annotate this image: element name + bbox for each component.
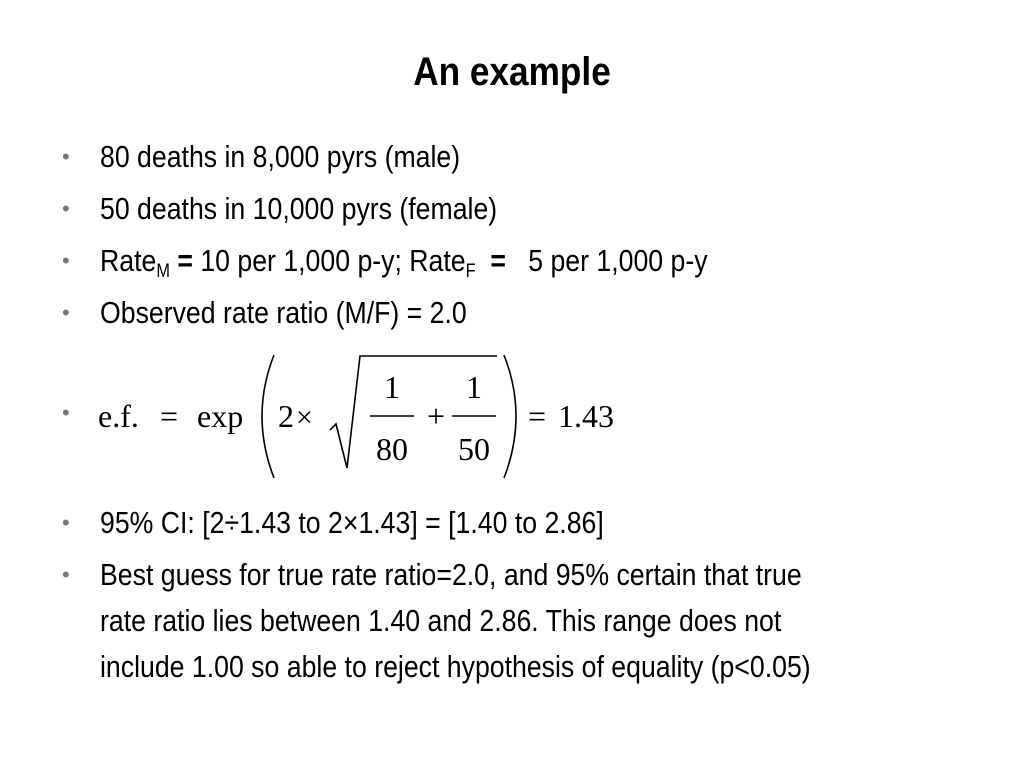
equals-sign: = — [169, 243, 201, 278]
formula-result-equals: = — [528, 398, 547, 434]
bullet-text-line-3: include 1.00 so able to reject hypothesis of equality (p<0.05) — [100, 649, 811, 684]
bullet-item-formula — [62, 350, 662, 485]
formula-result: 1.43 — [558, 398, 614, 434]
fraction-denominator-2: 50 — [458, 431, 490, 467]
bullet-text-line-1: Best guess for true rate ratio=2.0, and 95% certain that true — [100, 557, 802, 592]
bullet-dot-icon: • — [62, 562, 70, 587]
fraction-denominator-1: 80 — [376, 431, 408, 467]
bullet-text — [100, 552, 811, 690]
fraction-numerator-1: 1 — [384, 369, 400, 405]
bullet-text: 80 deaths in 8,000 pyrs (male) — [100, 139, 461, 174]
left-paren-icon — [262, 355, 274, 478]
bullet-text: 95% CI: [2÷1.43 to 2×1.43] = [1.40 to 2.86] — [100, 505, 604, 540]
bullet-dot-icon: • — [62, 510, 70, 535]
bullet-text: Observed rate ratio (M/F) = 2.0 — [100, 295, 467, 330]
formula-equals: = — [160, 398, 179, 434]
bullet-text-line-2: rate ratio lies between 1.40 and 2.86. This range does not — [100, 603, 782, 638]
formula-lhs: e.f. — [98, 398, 139, 434]
formula-plus: + — [427, 398, 446, 434]
rate-word-female: Rate — [409, 243, 466, 278]
rate-value-female: 5 per 1,000 p-y — [520, 243, 708, 278]
subscript-female: F — [465, 261, 476, 282]
rate-value-male: 10 per 1,000 p-y; — [200, 243, 410, 278]
bullet-dot-icon: • — [62, 196, 70, 221]
bullet-dot-icon: • — [62, 300, 70, 325]
bullet-text — [100, 238, 708, 284]
bullet-dot-icon: • — [62, 248, 70, 273]
formula-factor: 2 — [278, 398, 294, 434]
error-factor-formula — [62, 350, 662, 485]
fraction-numerator-2: 1 — [466, 369, 482, 405]
bullet-dot-icon: • — [62, 400, 70, 425]
formula-func: exp — [197, 398, 244, 434]
subscript-male: M — [156, 261, 170, 282]
right-paren-icon — [504, 355, 516, 478]
slide-title: An example — [413, 50, 611, 94]
bullet-text: 50 deaths in 10,000 pyrs (female) — [100, 191, 498, 226]
equals-sign: = — [475, 243, 521, 278]
rate-word-male: Rate — [100, 243, 157, 278]
formula-times: × — [296, 401, 313, 434]
bullet-dot-icon: • — [62, 144, 70, 169]
